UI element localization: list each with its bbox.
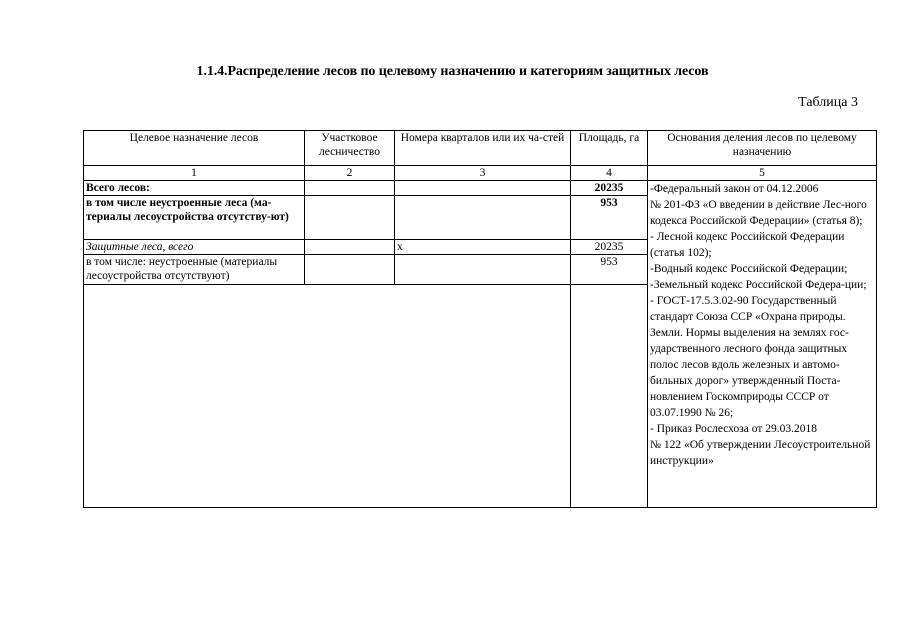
row-quarters [395, 195, 571, 239]
col-header-quarters: Номера кварталов или их ча-стей [395, 131, 571, 166]
empty-cell [571, 284, 648, 507]
row-purpose: Всего лесов: [84, 180, 305, 195]
empty-cell [84, 284, 571, 507]
col-number: 4 [571, 165, 648, 180]
row-purpose: в том числе: неустроенные (материалы лесоустройства отсутствуют) [84, 254, 305, 284]
row-area: 20235 [571, 239, 648, 254]
row-quarters [395, 180, 571, 195]
row-forestry [305, 180, 395, 195]
col-header-area: Площадь, га [571, 131, 648, 166]
row-area: 953 [571, 195, 648, 239]
row-purpose: Защитные леса, всего [84, 239, 305, 254]
col-number: 3 [395, 165, 571, 180]
col-header-forestry: Участковое лесничество [305, 131, 395, 166]
row-quarters [395, 254, 571, 284]
col-number: 1 [84, 165, 305, 180]
col-header-basis: Основания деления лесов по целевому назначению [648, 131, 877, 166]
basis-text: -Федеральный закон от 04.12.2006 № 201-ФЗ «О введении в действие Лес-ного кодекса Российской Федерации» (статья 8); - Лесной кодекс Российской Федерации (статья 102); -Водный кодекс Российской Федерации; -Земельный кодекс Российской Федера-ции; - ГОСТ-17.5.3.02-90 Государственный стандарт Союза ССР «Охрана природы. Земли. Нормы выделения на землях гос-ударственного лесного фонда защитных полос лесов вдоль железных и автомо-бильных дорог» утвержденный Поста-новлением Госкомприроды СССР от 03.07.1990 № 26; - Приказ Рослесхоза от 29.03.2018 № 122 «Об утверждении Лесоустроительной инструкции» [648, 180, 877, 507]
header-row [84, 131, 877, 166]
row-forestry [305, 254, 395, 284]
col-header-purpose: Целевое назначение лесов [84, 131, 305, 166]
table-label: Таблица 3 [798, 95, 858, 110]
row-forestry [305, 239, 395, 254]
row-quarters: х [395, 239, 571, 254]
table-row [84, 180, 877, 195]
col-number: 2 [305, 165, 395, 180]
row-area: 953 [571, 254, 648, 284]
row-purpose: в том числе неустроенные леса (ма-териалы лесоустройства отсутству-ют) [84, 195, 305, 239]
row-area: 20235 [571, 180, 648, 195]
section-title: 1.1.4.Распределение лесов по целевому назначению и категориям защитных лесов [196, 64, 709, 79]
row-forestry [305, 195, 395, 239]
column-number-row [84, 165, 877, 180]
col-number: 5 [648, 165, 877, 180]
forest-distribution-table [83, 130, 877, 508]
